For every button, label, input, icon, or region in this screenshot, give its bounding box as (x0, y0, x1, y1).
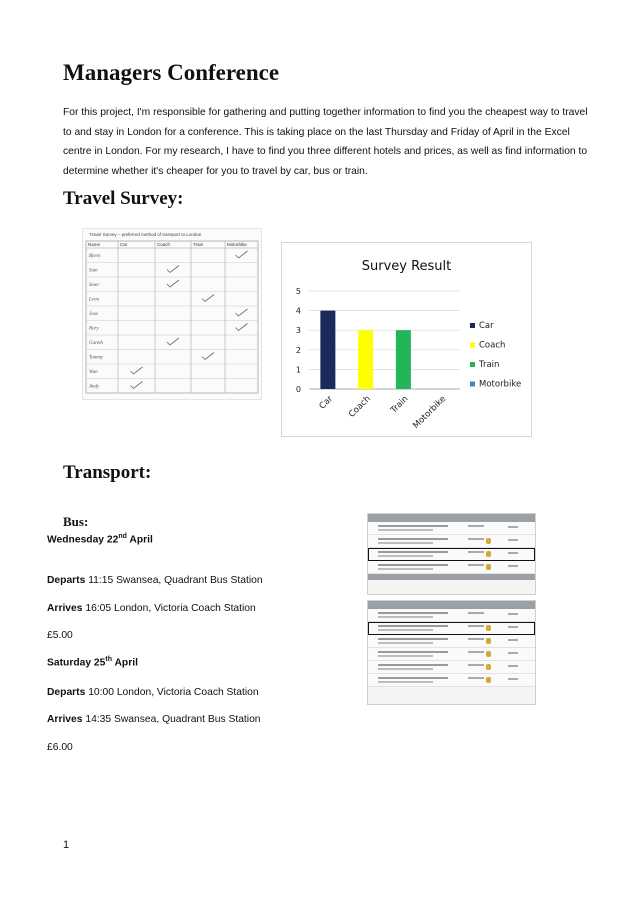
bus-heading: Bus: (63, 514, 89, 529)
chart-y-tick-label: 0 (295, 385, 301, 394)
transport-heading: Transport: (63, 462, 152, 483)
outbound-date: Wednesday 22nd April (47, 533, 153, 546)
scan-name: Tommy (89, 355, 104, 361)
scan-tick-mark (167, 280, 179, 287)
scan-column-header: Coach (157, 242, 171, 247)
chart-legend-swatch (470, 382, 475, 387)
survey-scan-table (83, 229, 261, 399)
scan-name: Jose (89, 312, 98, 317)
outbound-arrives: Arrives 16:05 London, Victoria Coach Station (47, 603, 256, 614)
scan-name: Sean (89, 283, 99, 288)
chart-y-tick-label: 5 (295, 287, 301, 296)
survey-scan-caption: Travel Survey – preferred method of transport to London (89, 232, 202, 237)
document-title: Managers Conference (63, 60, 280, 85)
scan-name: Andy (89, 384, 100, 390)
chart-title: Survey Result (361, 259, 452, 274)
scan-column-header: Motorbike (227, 242, 247, 247)
scan-column-header: Train (193, 242, 204, 247)
scan-tick-mark (167, 266, 179, 273)
outbound-price: £5.00 (47, 630, 73, 641)
outbound-departs: Departs 11:15 Swansea, Quadrant Bus Station (47, 575, 263, 586)
scan-name: Wan (89, 370, 98, 375)
chart-y-tick-label: 2 (295, 345, 301, 355)
chart-legend-label: Motorbike (479, 379, 522, 390)
scan-name: Leon (89, 297, 99, 303)
chart-bar (358, 330, 373, 389)
scan-tick-mark (236, 309, 248, 316)
chart-bar (320, 311, 335, 389)
chart-y-tick-label: 4 (295, 306, 301, 316)
chart-legend-swatch (470, 343, 475, 348)
scan-name: Rory (89, 326, 99, 332)
chart-legend-swatch (470, 323, 475, 328)
chart-x-tick-label: Motorbike (411, 394, 449, 431)
chart-y-tick-label: 3 (295, 326, 301, 336)
chart-bar (396, 330, 411, 389)
scan-name: Sam (89, 268, 98, 274)
scan-tick-mark (236, 251, 248, 258)
scan-column-header: Car (120, 242, 128, 247)
scan-tick-mark (131, 382, 143, 389)
chart-y-tick-label: 1 (295, 365, 301, 375)
outbound-timetable-screenshot (367, 513, 536, 595)
scan-tick-mark (236, 324, 248, 331)
chart-legend-label: Car (479, 321, 494, 331)
page-number: 1 (63, 839, 70, 851)
intro-paragraph: For this project, I'm responsible for gathering and putting together information to find you the cheapest way to travel to and stay in London for a conference. This is taking place on the last Thursday and Friday of April in the Excel centre in London. For my research, I have to find you three different hotels and prices, as well as find information to determine whether it's cheaper for you to travel by car, bus or train. (63, 107, 588, 177)
chart-x-tick-label: Coach (347, 394, 373, 420)
chart-x-tick-label: Train (388, 394, 411, 416)
scan-table-border (86, 241, 258, 393)
survey-chart (281, 242, 532, 437)
return-price: £6.00 (47, 742, 73, 753)
scan-column-header: Name (88, 242, 101, 247)
survey-scan-image (82, 228, 262, 400)
travel-survey-heading: Travel Survey: (63, 188, 184, 209)
return-departs: Departs 10:00 London, Victoria Coach Station (47, 687, 259, 698)
return-date: Saturday 25th April (47, 656, 138, 669)
chart-legend-label: Coach (479, 340, 506, 351)
scan-tick-mark (131, 367, 143, 374)
scan-tick-mark (202, 353, 214, 360)
chart-plot (282, 243, 531, 436)
chart-legend-swatch (470, 362, 475, 367)
scan-name: Gareth (89, 341, 103, 346)
chart-x-tick-label: Car (317, 394, 335, 412)
return-timetable-screenshot (367, 600, 536, 705)
scan-name: Bjorn (89, 254, 101, 259)
scan-tick-mark (202, 295, 214, 302)
chart-legend-label: Train (479, 360, 500, 370)
return-arrives: Arrives 14:35 Swansea, Quadrant Bus Station (47, 714, 261, 725)
scan-tick-mark (167, 338, 179, 345)
